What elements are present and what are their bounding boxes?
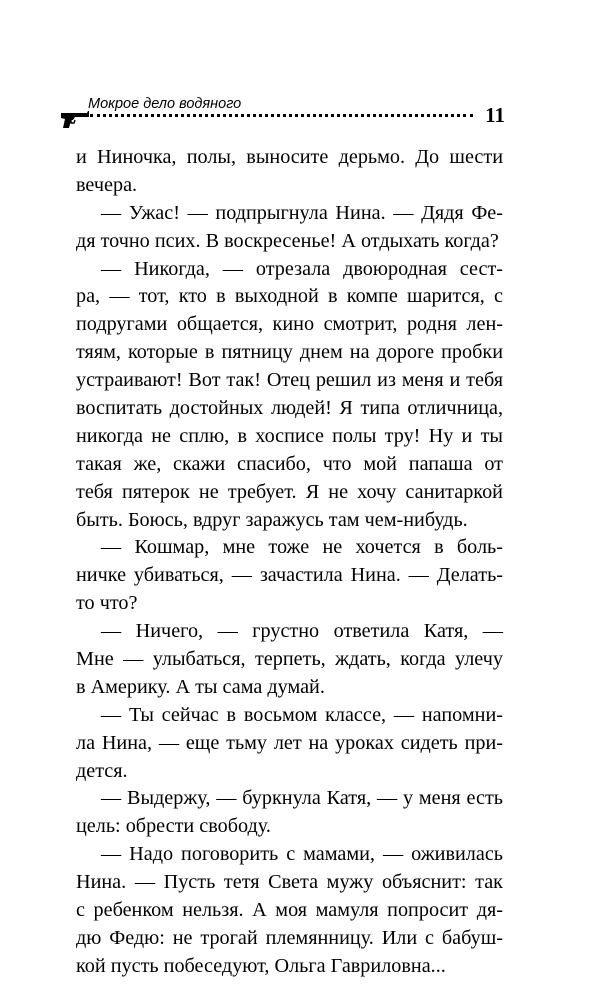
text-line: цель: обрести свободу. xyxy=(76,815,271,838)
text-line: — Ужас! — подпрыгнула Нина. — Дядя Фе- xyxy=(101,201,503,224)
text-line: никогда не сплю, в хосписе полы тру! Ну и ты xyxy=(76,424,503,447)
text-line: Мне — улыбаться, терпеть, ждать, когда улечу xyxy=(76,648,503,671)
text-line: ла Нина, — еще тьму лет на уроках сидеть при- xyxy=(76,731,503,754)
book-title: Мокрое дело водяного xyxy=(88,96,242,112)
body-text xyxy=(76,144,503,981)
text-line: — Ничего, — грустно ответила Катя, — xyxy=(101,620,503,643)
pistol-icon xyxy=(60,109,90,129)
text-line: в Америку. А ты сама думай. xyxy=(76,675,325,698)
text-line: тяям, которые в пятницу днем на дороге пробки xyxy=(76,341,503,364)
text-line: дется. xyxy=(76,759,128,782)
text-line: подругами общается, кино смотрит, родня лен- xyxy=(76,313,503,336)
text-line: то что? xyxy=(76,592,138,615)
text-line: дя точно псих. В воскресенье! А отдыхать когда? xyxy=(76,229,499,252)
dotted-leader xyxy=(90,114,473,117)
text-line: с ребенком нельзя. А моя мамуля попросит дя- xyxy=(76,899,503,922)
text-line: быть. Боюсь, вдруг заражусь там чем-нибудь. xyxy=(76,508,468,531)
text-line: ничке убиваться, — зачастила Нина. — Делать- xyxy=(76,564,503,587)
text-line: — Надо поговорить с мамами, — оживилась xyxy=(101,843,503,866)
text-line: ра, — тот, кто в выходной в компе шарится, с xyxy=(76,285,503,308)
text-line: — Ты сейчас в восьмом классе, — напомни- xyxy=(101,703,503,726)
text-line: и Ниночка, полы, выносите дерьмо. До шести xyxy=(76,146,503,168)
text-line: устраивают! Вот так! Отец решил из меня и тебя xyxy=(76,369,503,392)
text-line: воспитать достойных людей! Я типа отличница, xyxy=(76,397,503,420)
text-line: — Кошмар, мне тоже не хочется в боль- xyxy=(101,536,503,559)
page-number: 11 xyxy=(485,103,505,127)
text-line: — Выдержу, — буркнула Катя, — у меня есть xyxy=(101,787,503,810)
running-header xyxy=(60,96,505,130)
text-line: Нина. — Пусть тетя Света мужу объяснит: так xyxy=(76,871,503,894)
text-line: вечера. xyxy=(76,173,138,196)
text-line: такая же, скажи спасибо, что мой папаша от xyxy=(76,452,503,475)
text-line: кой пусть побеседуют, Ольга Гавриловна... xyxy=(76,954,446,977)
text-line: тебя пятерок не требует. Я не хочу санитаркой xyxy=(76,480,503,503)
text-line: дю Федю: не трогай племянницу. Или с бабуш- xyxy=(76,926,503,949)
text-line: — Никогда, — отрезала двоюродная сест- xyxy=(101,257,503,280)
